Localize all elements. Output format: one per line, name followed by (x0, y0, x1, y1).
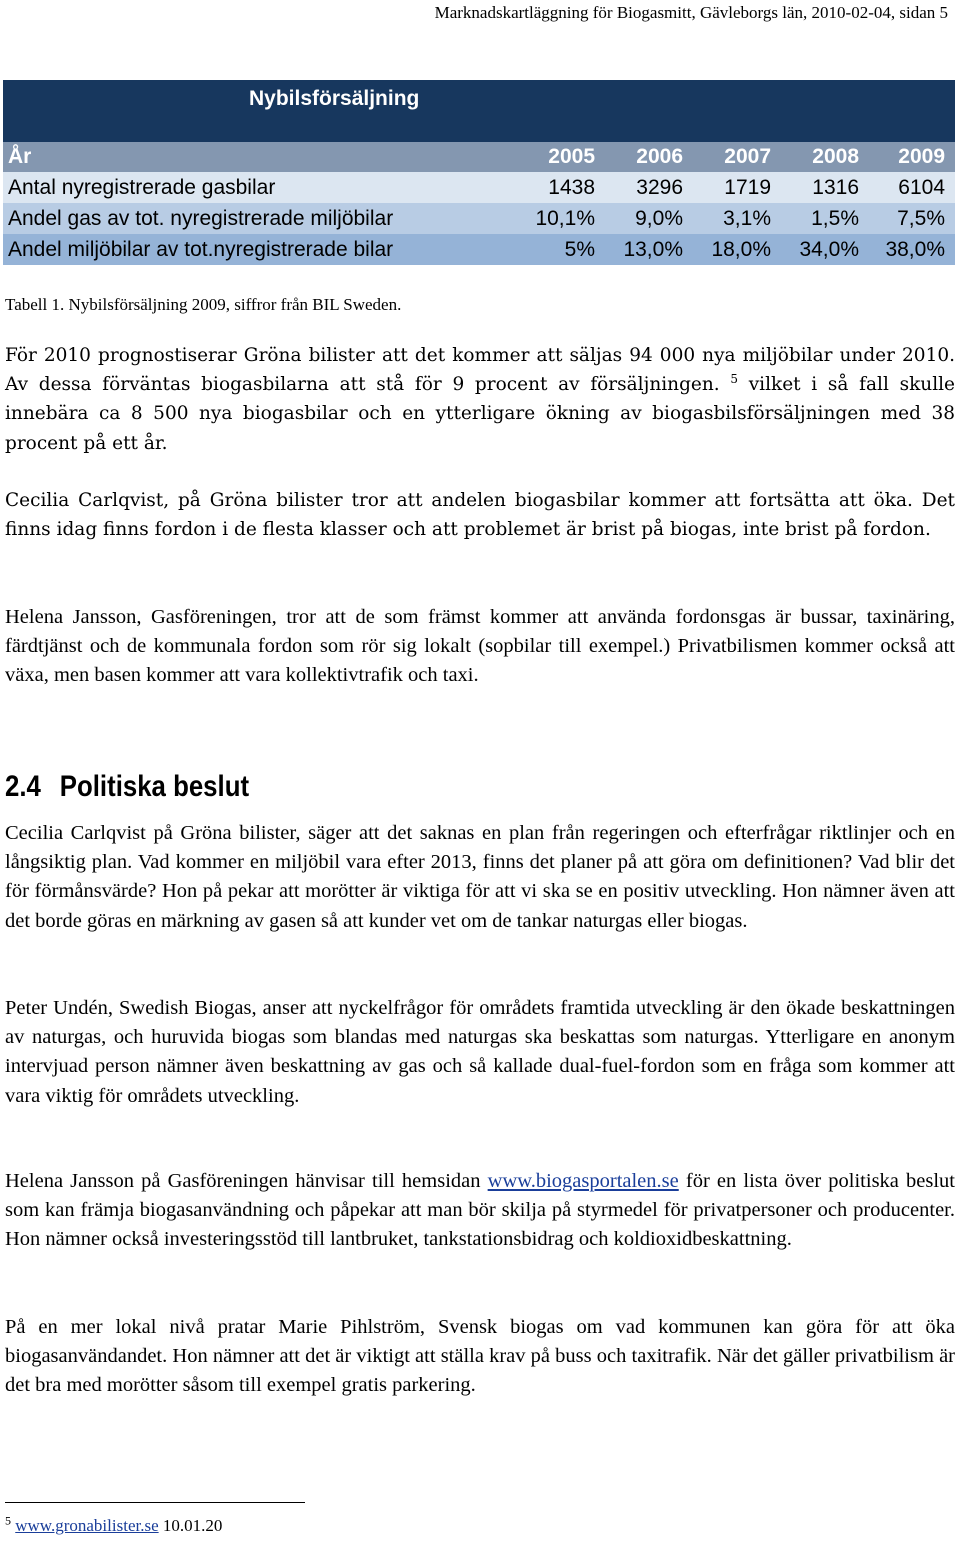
table-cell: 9,0% (635, 207, 683, 230)
table-cell: 6104 (898, 176, 945, 199)
paragraph-unden: Peter Undén, Swedish Biogas, anser att nyckelfrågor för områdets framtida utveckling är den ökade beskattningen av naturgas, och huruvida biogas som blandas med naturgas ska beskattas som naturgas. Ytterligare en anonym intervjuad person nämner även beskattning av gas och så kallade dual-fuel-fordon som en fråga som kommer att vara viktig för områdets utveckling. (5, 997, 955, 1107)
running-header: Marknadskartläggning för Biogasmitt, Gävleborgs län, 2010-02-04, sidan 5 (434, 3, 948, 22)
table-row (3, 203, 955, 234)
table-cell: 1,5% (811, 207, 859, 230)
table-header-cell: 2009 (898, 145, 945, 168)
paragraph-text: För 2010 prognostiserar Gröna bilister att det kommer att säljas 94 000 nya miljöbilar under 2010. Av dessa förväntas biogasbilarna att stå för 9 procent av försäljningen. (5, 345, 955, 396)
gronabilister-link[interactable]: www.gronabilister.se (15, 1516, 159, 1535)
paragraph-gasforeningen (5, 1167, 955, 1255)
table-cell: 1719 (724, 176, 771, 199)
sales-table (3, 80, 955, 265)
table-cell: 3,1% (723, 207, 771, 230)
table-cell: Andel gas av tot. nyregistrerade miljöbilar (8, 207, 394, 230)
table-header-cell: 2008 (812, 145, 859, 168)
table-header-cell: 2007 (724, 145, 771, 168)
table-row (3, 234, 955, 265)
table-cell: 10,1% (535, 207, 595, 230)
table-header-cell: 2006 (636, 145, 683, 168)
table-title: Nybilsförsäljning (3, 80, 955, 142)
paragraph-politics-carlqvist: Cecilia Carlqvist på Gröna bilister, säger att det saknas en plan från regeringen och efterfrågar riktlinjer och en långsiktig plan. Vad kommer en miljöbil vara efter 2013, finns det planer på att göra om definitionen? Vad blir det för förmånsvärde? Hon på pekar att morötter är viktiga för att vi ska se en positiv utveckling. Hon nämner även att det borde göras en märkning av gasen så att kunder vet om de tankar naturgas eller biogas. (5, 822, 955, 932)
table-cell: 3296 (636, 176, 683, 199)
section-title: Politiska beslut (59, 770, 250, 803)
section-number: 2.4 (5, 770, 41, 803)
table-header-cell: År (8, 145, 32, 168)
biogasportalen-link[interactable]: www.biogasportalen.se (487, 1170, 679, 1192)
paragraph-pihlstrom: På en mer lokal nivå pratar Marie Pihlström, Svensk biogas om vad kommunen kan göra för att öka biogasanvändandet. Hon nämner att det är viktigt att ställa krav på buss och taxitrafik. När det gäller privatbilism är det bra med morötter såsom till exempel gratis parkering. (5, 1316, 955, 1397)
paragraph-carlqvist: Cecilia Carlqvist, på Gröna bilister tror att andelen biogasbilar kommer att fortsätta att öka. Det finns idag finns fordon i de flesta klasser och att problemet är brist på biogas, inte brist på fordon. (5, 490, 955, 541)
table-cell: 7,5% (897, 207, 945, 230)
table-cell: 5% (564, 238, 595, 261)
table-cell: 1316 (812, 176, 859, 199)
footnote (5, 1513, 223, 1536)
table-header-row (3, 142, 955, 172)
section-heading (5, 770, 249, 804)
table-cell: 18,0% (711, 238, 771, 261)
table-row (3, 172, 955, 203)
table-header-cell: 2005 (548, 145, 595, 168)
table-cell: 13,0% (623, 238, 683, 261)
paragraph-text: Helena Jansson på Gasföreningen hänvisar till hemsidan (5, 1170, 488, 1192)
paragraph-jansson: Helena Jansson, Gasföreningen, tror att de som främst kommer att använda fordonsgas är bussar, taxinäring, färdtjänst och de kommunala fordon som rör sig lokalt (sopbilar till exempel.) Privatbilismen kommer också att växa, men basen kommer att vara kollektivtrafik och taxi. (5, 606, 955, 687)
footnote-date: 10.01.20 (162, 1516, 223, 1535)
table-cell: 1438 (548, 176, 595, 199)
table-cell: Antal nyregistrerade gasbilar (8, 176, 276, 199)
footnote-reference: 5 (730, 372, 739, 387)
table-cell: 34,0% (799, 238, 859, 261)
footnote-mark: 5 (5, 1513, 11, 1528)
table-cell: Andel miljöbilar av tot.nyregistrerade bilar (8, 238, 394, 261)
paragraph-text: för en lista över politiska beslut som kan främja biogasanvändning och påpekar att man bör skilja på styrmedel för privatpersoner och producenter. Hon nämner också investeringsstöd till lantbruket, tankstationsbidrag och koldioxidbeskattning. (5, 1170, 956, 1251)
paragraph-forecast (5, 341, 955, 458)
footnote-divider (5, 1502, 305, 1503)
table-caption: Tabell 1. Nybilsförsäljning 2009, siffror från BIL Sweden. (5, 295, 402, 314)
paragraph-text: vilket i så fall skulle innebära ca 8 500 nya biogasbilar och en ytterligare ökning av biogasbilsförsäljningen med 38 procent på ett år. (5, 374, 955, 454)
table-cell: 38,0% (885, 238, 945, 261)
